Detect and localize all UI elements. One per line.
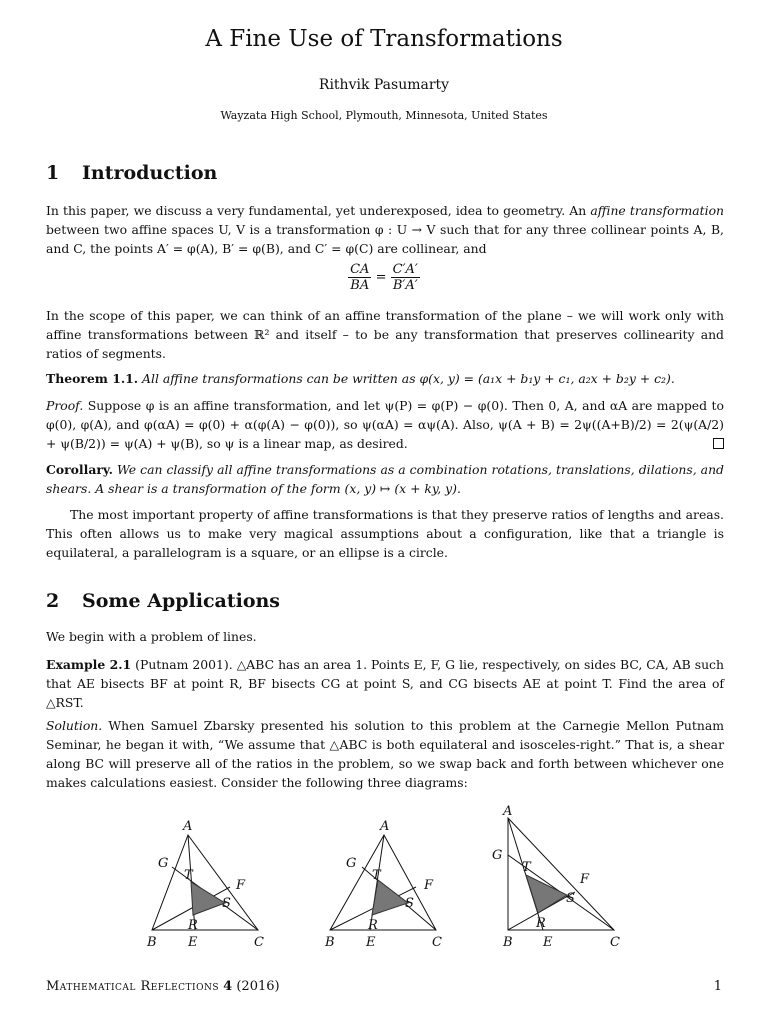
theorem-1-1 [46,369,724,388]
intro-emphasis: affine transformation [590,203,725,218]
journal-year: (2016) [236,979,280,994]
intro-text: In this paper, we discuss a very fundamental, yet underexposed, idea to geometry. An [46,203,591,218]
proof [46,396,724,453]
equals-sign: = [375,270,391,285]
fraction-left [348,262,371,293]
frac-num: CA [350,262,370,277]
solution-label: Solution. [46,718,103,733]
section-number: 2 [46,590,60,612]
label-c: C [610,935,620,950]
label-g: G [158,856,169,871]
fraction-right [391,262,420,293]
triangle-diagrams [0,805,768,955]
solution [46,716,724,792]
intro-paragraph-1 [46,201,724,258]
example-label: Example 2.1 [46,657,132,672]
label-t: T [522,860,531,875]
label-a: A [183,819,193,834]
diagram-2 [324,819,442,950]
solution-text: When Samuel Zbarsky presented his solution to this problem at the Carnegie Mellon Putnam Seminar, he began it with, “We assume that △ABC is both equilateral and isosceles-right.” That is, a shear along BC will preserve all of the ratios in the problem, so we swap back and forth between whichever one makes calculations easiest. Consider the following three diagrams: [46,718,724,790]
label-e: E [188,935,198,950]
label-s: S [566,891,575,906]
triangle-rst [191,882,225,915]
corollary-text: We can classify all affine transformations as a combination rotations, translations, dilations, and shears. A shear is a transformation of the form (x, y) ↦ (x + ky, y). [46,462,724,496]
intro-text-cont: between two affine spaces U, V is a transformation φ : U → V such that for any three collinear points A, B, and C, the points A′ = φ(A), B′ = φ(B), and C′ = φ(C) are collinear, and [46,222,724,256]
label-g: G [346,856,357,871]
frac-den: B′A′ [392,278,418,293]
frac-den: BA [350,278,370,293]
label-r: R [368,918,378,933]
label-a: A [380,819,390,834]
label-a: A [503,805,513,819]
label-f: F [236,878,246,893]
affiliation: Wayzata High School, Plymouth, Minnesota, United States [220,109,548,122]
author-name: Rithvik Pasumarty [318,77,450,93]
label-r: R [536,916,546,931]
diagram-3 [492,805,620,950]
label-s: S [222,896,231,911]
example-source: (Putnam 2001). [131,657,233,672]
section-number: 1 [46,162,60,184]
applications-intro: We begin with a problem of lines. [46,629,257,644]
journal-name: Mathematical Reflections [46,979,220,994]
theorem-label: Theorem 1.1. [46,371,139,386]
page-footer [46,979,722,994]
label-f: F [424,878,434,893]
proof-text: Suppose φ is an affine transformation, and let ψ(P) = φ(P) − φ(0). Then 0, A, and αA are mapped to φ(0), φ(A), and φ(αA) = φ(0) + α(φ(A) − φ(0)), so ψ(αA) = αψ(A). Also, ψ(A + B) = 2ψ((A+B)/2) = 2(ψ(A/2) + ψ(B/2)) = ψ(A) + ψ(B), so ψ is a linear map, as desired. [46,398,724,451]
section-title: Some Applications [82,590,281,612]
paper-title: A Fine Use of Transformations [205,26,563,52]
triangle-rst [526,875,567,913]
proof-label: Proof. [46,398,84,413]
theorem-text: All affine transformations can be written as φ(x, y) = (a₁x + b₁y + c₁, a₂x + b₂y + c₂). [142,371,675,386]
label-e: E [366,935,376,950]
intro-paragraph-2: In the scope of this paper, we can think of an affine transformation of the plane – we will work only with affine transformations between ℝ² and itself – to be any transformation that preserves collinearity and ratios of segments. [46,308,724,361]
label-c: C [254,935,264,950]
label-e: E [543,935,553,950]
label-f: F [580,872,590,887]
label-b: B [147,935,157,950]
example-text: △ABC has an area 1. Points E, F, G lie, respectively, on sides BC, CA, AB such that AE bisects BF at point R, BF bisects CG at point S, and CG bisects AE at point T. Find the area of △RST. [46,657,724,710]
page-number: 1 [713,979,722,994]
label-b: B [325,935,335,950]
label-t: T [184,868,193,883]
qed-symbol [713,438,724,449]
triangle-rst [372,880,408,915]
journal-volume: 4 [223,979,233,994]
label-b: B [503,935,513,950]
triangle-abc [330,835,436,930]
label-g: G [492,848,503,863]
label-r: R [188,918,198,933]
frac-num: C′A′ [392,262,418,277]
corollary-label: Corollary. [46,462,113,477]
example-2-1 [46,655,724,712]
section-heading-applications [46,590,280,612]
label-c: C [432,935,442,950]
label-t: T [372,868,381,883]
section-heading-introduction [46,162,217,184]
corollary [46,460,724,498]
intro-paragraph-3: The most important property of affine transformations is that they preserve ratios of lengths and areas. This often allows us to make very magical assumptions about a configuration, like that a triangle is equilateral, a parallelogram is a square, or an ellipse is a circle. [46,507,724,560]
diagram-1 [146,819,264,950]
label-s: S [405,896,414,911]
section-title: Introduction [82,162,218,184]
ratio-equation [0,262,768,293]
